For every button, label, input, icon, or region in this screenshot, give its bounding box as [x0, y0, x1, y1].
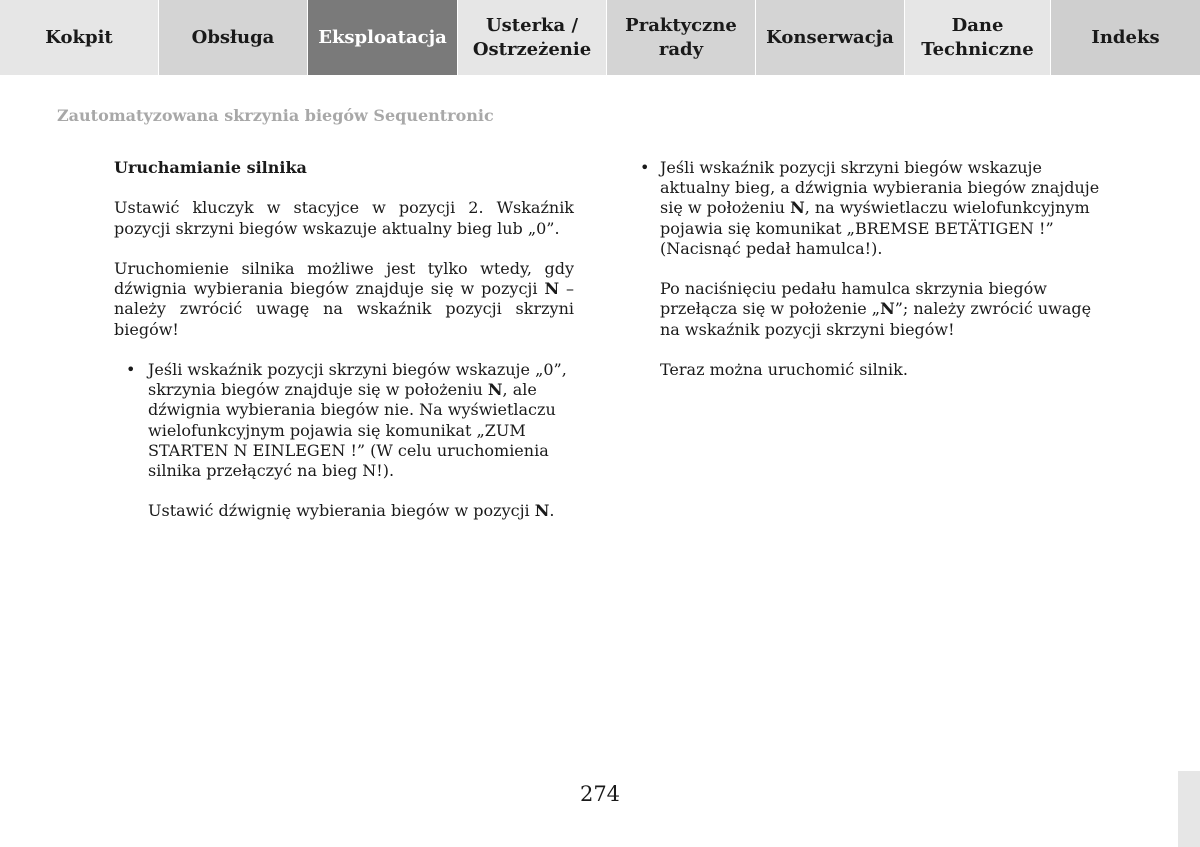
gear-n: N: [790, 198, 805, 218]
bullet-item-zero-indicator: [114, 360, 574, 481]
right-column: [640, 158, 1100, 400]
instruction-set-lever: [114, 501, 574, 521]
tab-indeks[interactable]: Indeks: [1051, 0, 1200, 75]
paragraph-key-position: Ustawić kluczyk w stacyjce w pozycji 2. Wskaźnik pozycji skrzyni biegów wskazuje aktualny bieg lub „0”.: [114, 198, 574, 238]
tab-obsluga[interactable]: Obsługa: [159, 0, 308, 75]
tab-kokpit[interactable]: Kokpit: [0, 0, 159, 75]
bullet-text: , na wyświetlaczu wielofunkcyjnym pojawia się komunikat „BREMSE BETÄTIGEN !” (Nacisnąć pedał hamulca!).: [660, 198, 1090, 258]
bullet-icon: •: [640, 158, 650, 177]
bullet-text: Jeśli wskaźnik pozycji skrzyni biegów wskazuje aktualny bieg, a dźwignia wybierania biegów znajduje się w położeniu: [660, 158, 1100, 218]
paragraph-text: Uruchomienie silnika możliwe jest tylko wtedy, gdy dźwignia wybierania biegów znajduje się w pozycji: [114, 258, 574, 299]
gear-n: N: [487, 380, 503, 400]
chapter-tabs: [0, 0, 1200, 75]
paragraph-start-condition: [114, 259, 574, 340]
tab-konserwacja[interactable]: Konserwacja: [756, 0, 905, 75]
page-number: 274: [579, 782, 621, 806]
bullet-text: , ale dźwignia wybierania biegów nie. Na wyświetlaczu wielofunkcyjnym pojawia się komunikat „ZUM STARTEN N EINLEGEN !” (W celu uruchomienia silnika przełączyć na bieg N!).: [148, 380, 556, 480]
subsection-heading: Uruchamianie silnika: [114, 158, 307, 177]
tab-praktyczne-rady[interactable]: Praktyczne rady: [607, 0, 756, 75]
paragraph-text: ”; należy zwrócić uwagę na wskaźnik pozycji skrzyni biegów!: [660, 299, 1092, 339]
gear-n: N: [544, 279, 560, 299]
paragraph-brake-pedal: [640, 279, 1100, 340]
side-tab-marker: [1178, 771, 1200, 847]
bullet-icon: •: [126, 359, 136, 379]
bullet-text: Jeśli wskaźnik pozycji skrzyni biegów wskazuje „0”, skrzynia biegów znajduje się w położeniu: [148, 359, 567, 400]
instruction-text: .: [549, 501, 555, 521]
gear-n: N: [880, 299, 895, 319]
left-column: [114, 158, 574, 542]
bullet-item-current-gear: [640, 158, 1100, 259]
paragraph-text: – należy zwrócić uwagę na wskaźnik pozycji skrzyni biegów!: [114, 279, 574, 339]
instruction-text: Ustawić dźwignię wybierania biegów w pozycji: [148, 501, 535, 521]
tab-eksploatacja[interactable]: Eksploatacja: [308, 0, 458, 75]
tab-usterka-ostrzezenie[interactable]: Usterka / Ostrzeżenie: [458, 0, 607, 75]
section-title: Zautomatyzowana skrzynia biegów Sequentronic: [57, 106, 494, 125]
paragraph-start-engine: Teraz można uruchomić silnik.: [660, 360, 908, 379]
tab-dane-techniczne[interactable]: Dane Techniczne: [905, 0, 1051, 75]
gear-n: N: [534, 501, 550, 521]
paragraph-text: Po naciśnięciu pedału hamulca skrzynia biegów przełącza się w położenie „: [660, 279, 1047, 319]
